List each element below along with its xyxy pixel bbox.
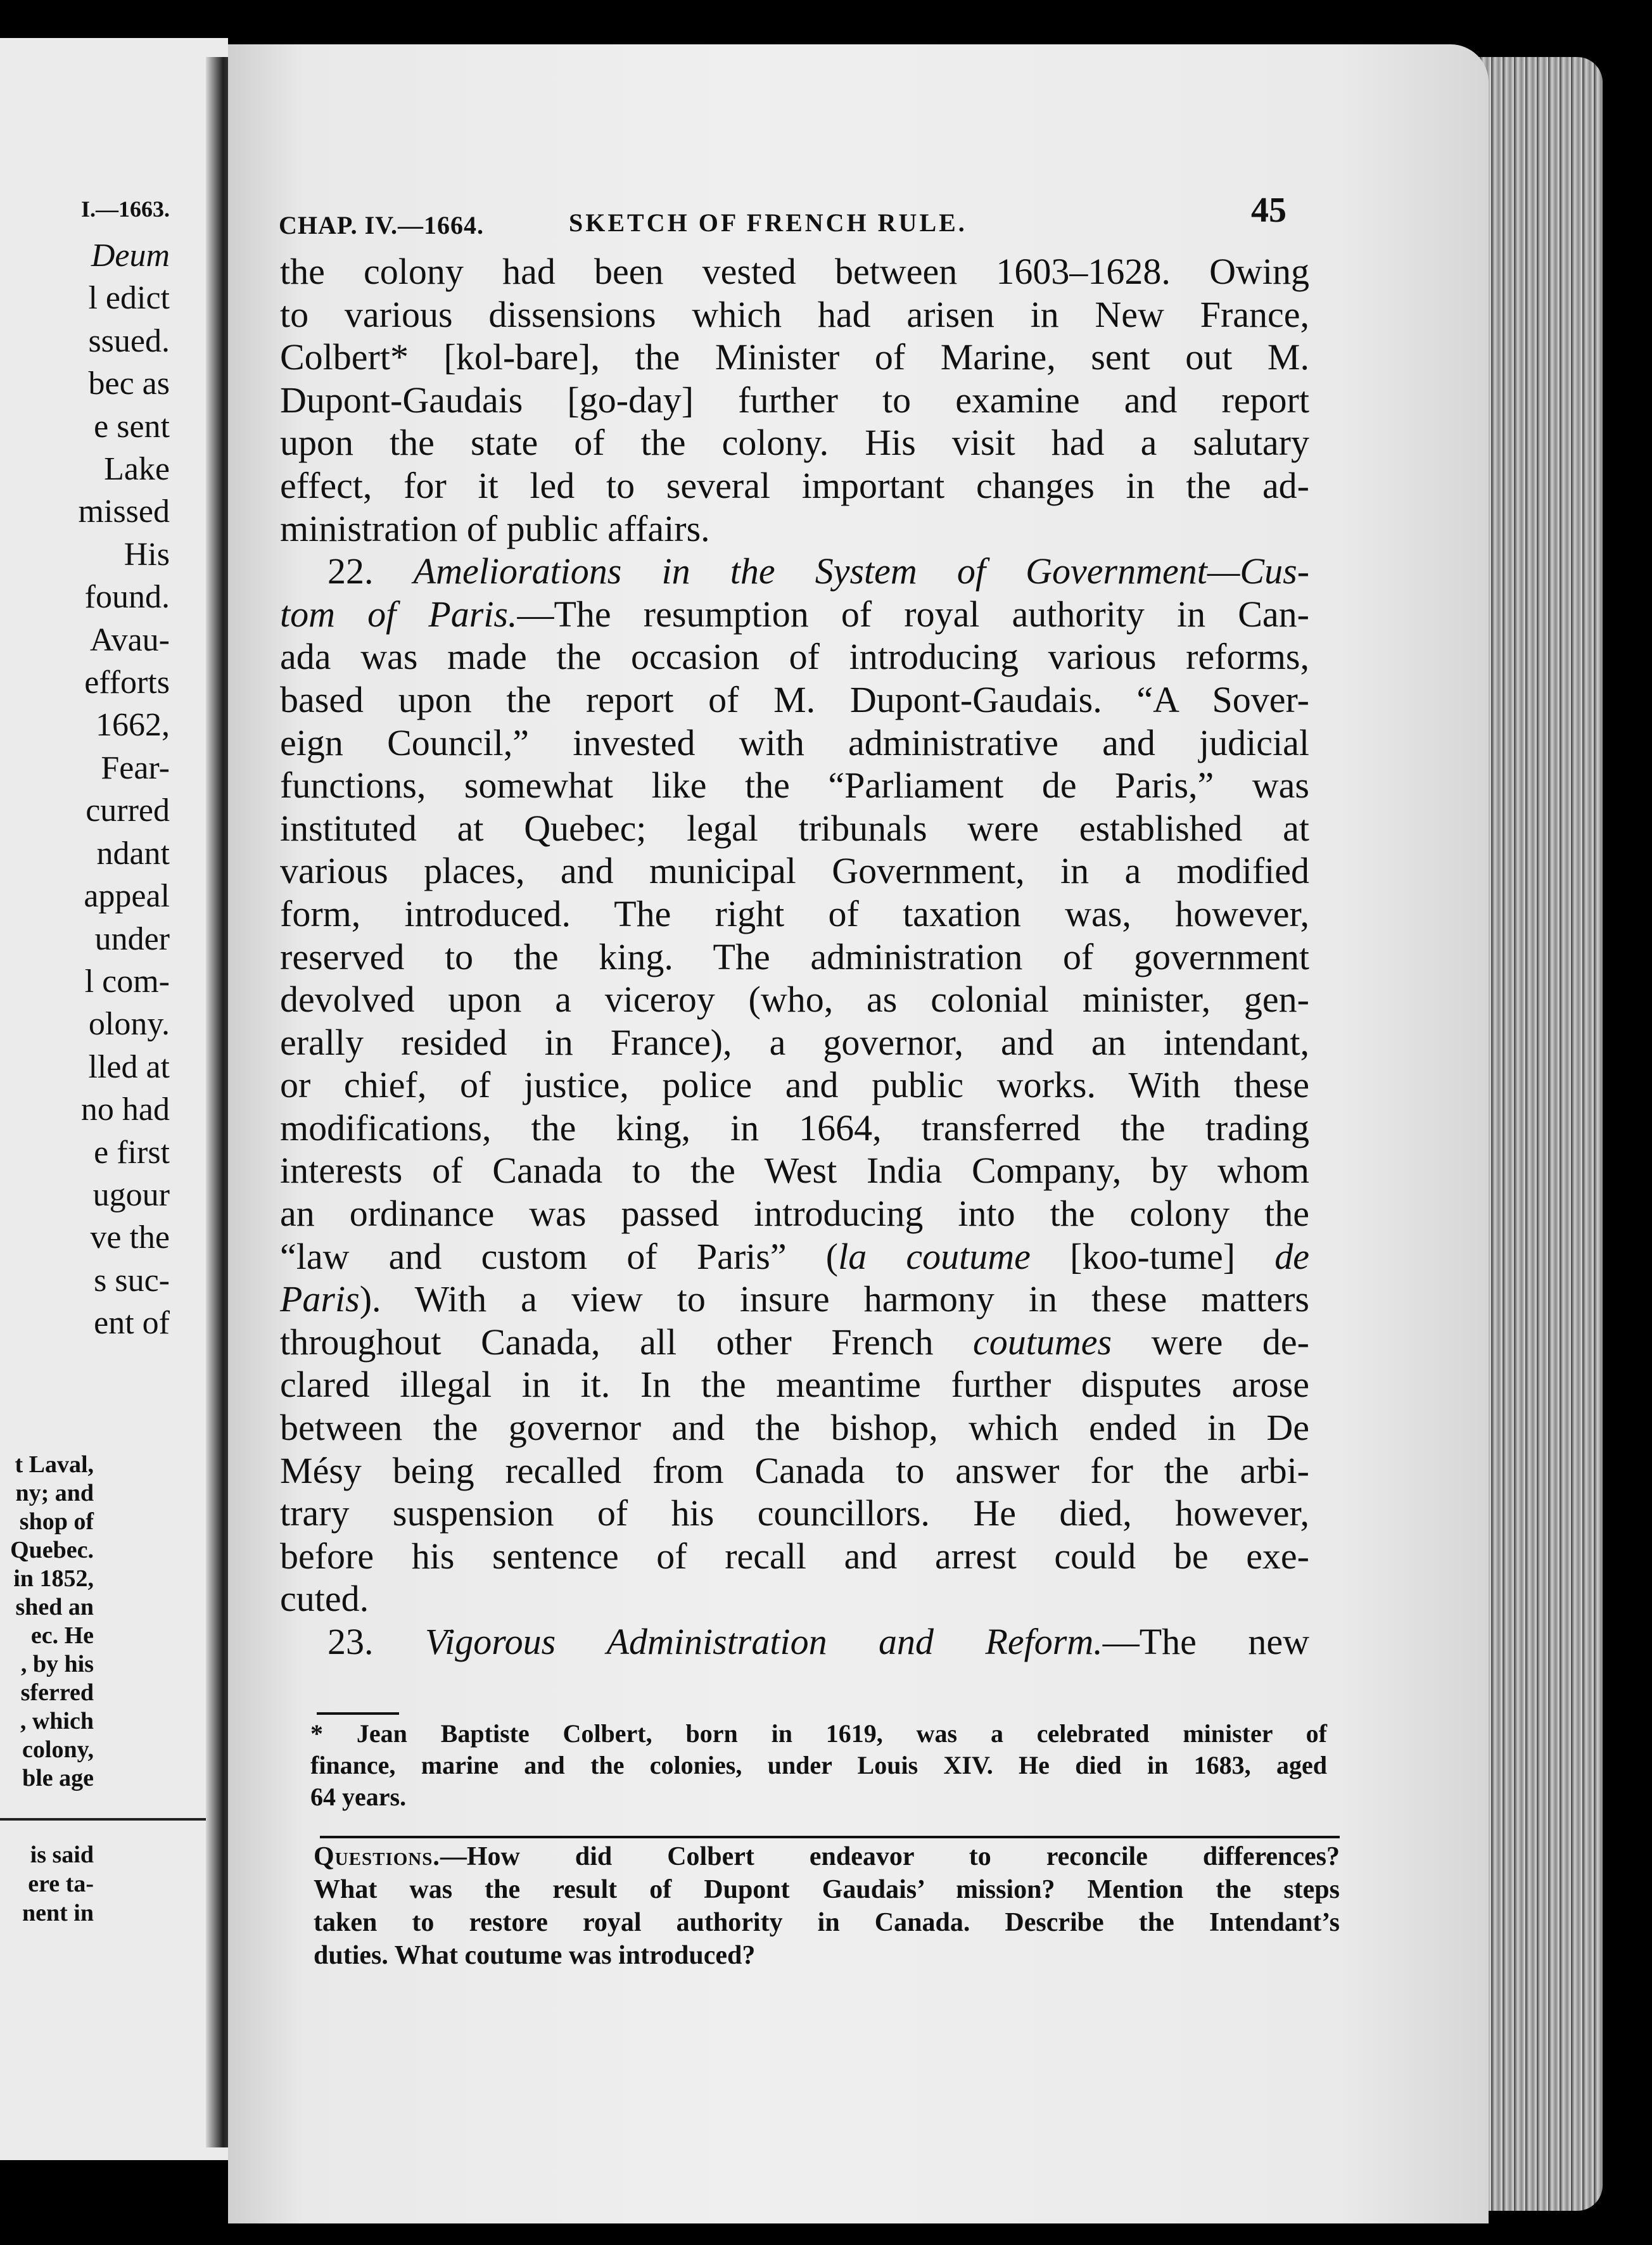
text-line: throughout Canada, all other French coutumes were de-	[280, 1321, 1309, 1363]
questions-block	[314, 1840, 1340, 1972]
footnote	[310, 1718, 1327, 1813]
text-line: clared illegal in it. In the meantime further disputes arose	[280, 1364, 1309, 1406]
text-line: instituted at Quebec; legal tribunals were established at	[280, 807, 1309, 849]
left-page-line: ere ta-	[28, 1871, 94, 1897]
left-page-line: e sent	[94, 408, 170, 445]
text-line: an ordinance was passed introducing into the colony the	[280, 1193, 1309, 1235]
chapter-label: CHAP. IV.—1664.	[279, 211, 484, 239]
text-line: the colony had been vested between 1603–1628. Owing	[280, 251, 1309, 292]
running-header	[279, 190, 1292, 239]
left-page-line: ble age	[22, 1765, 94, 1791]
text-line: or chief, of justice, police and public works. With these	[280, 1064, 1309, 1106]
text-line: tom of Paris.—The resumption of royal authority in Can-	[280, 593, 1309, 635]
left-page-line: is said	[30, 1841, 94, 1868]
left-page-line: missed	[78, 493, 170, 530]
text-line: erally resided in France), a governor, and an intendant,	[280, 1021, 1309, 1063]
footnote-line: * Jean Baptiste Colbert, born in 1619, was a celebrated minister of	[310, 1719, 1327, 1748]
footnote-line: 64 years.	[310, 1783, 407, 1811]
text-line: form, introduced. The right of taxation was, however,	[280, 893, 1309, 934]
left-page-line: e first	[94, 1134, 170, 1171]
footnote-line: finance, marine and the colonies, under Louis XIV. He died in 1683, aged	[310, 1751, 1327, 1779]
left-page-line: ndant	[96, 835, 170, 872]
left-page-line: curred	[86, 792, 170, 829]
text-line: Dupont-Gaudais [go-day] further to examine and report	[280, 379, 1309, 421]
text-line: reserved to the king. The administration of government	[280, 936, 1309, 977]
left-page-line: t Laval,	[15, 1451, 94, 1478]
left-page-line: lled at	[88, 1048, 170, 1085]
section-number: 22.	[327, 550, 374, 592]
left-page-line: efforts	[84, 665, 170, 701]
section-title-cont: tom of Paris.	[280, 593, 518, 635]
left-page-line: Lake	[104, 451, 170, 488]
text-line: “law and custom of Paris” (la coutume [koo-tume] de	[280, 1235, 1309, 1277]
text-line: functions, somewhat like the “Parliament de Paris,” was	[280, 765, 1309, 806]
questions-line: Questions.—How did Colbert endeavor to reconcile differences?	[314, 1842, 1340, 1871]
left-page-line: , by his	[20, 1651, 94, 1677]
running-title: SKETCH OF FRENCH RULE.	[569, 208, 967, 237]
text-line: Paris). With a view to insure harmony in these matters	[280, 1278, 1309, 1320]
left-page-line: in 1852,	[13, 1565, 94, 1592]
left-page-line: no had	[80, 1091, 170, 1128]
text-line: upon the state of the colony. His visit had a salutary	[280, 422, 1309, 464]
page-number: 45	[1251, 191, 1287, 230]
left-page-line: ec. He	[30, 1622, 94, 1649]
left-page-line: Fear-	[101, 749, 170, 786]
left-page-line: sferred	[20, 1679, 94, 1706]
text-line: effect, for it led to several important changes in the ad-	[280, 464, 1309, 506]
text-line: devolved upon a viceroy (who, as colonial minister, gen-	[280, 979, 1309, 1021]
questions-line: duties. What coutume was introduced?	[314, 1941, 756, 1970]
left-page-line: shed an	[15, 1594, 94, 1620]
left-page-line: l com-	[84, 963, 170, 1000]
questions-label: Questions.	[314, 1842, 440, 1871]
left-page-line: olony.	[88, 1006, 170, 1043]
left-page-line: found.	[84, 579, 170, 616]
text-line: ministration of public affairs.	[280, 507, 710, 549]
questions-line: taken to restore royal authority in Canada. Describe the Intendant’s	[314, 1908, 1340, 1937]
left-page-line: ny; and	[15, 1480, 94, 1506]
left-page-line: nent in	[22, 1900, 94, 1926]
text-line: various places, and municipal Government, in a modified	[280, 850, 1309, 892]
text-line: modifications, the king, in 1664, transferred the trading	[280, 1107, 1309, 1148]
left-page-line: His	[124, 536, 170, 573]
text-line: between the governor and the bishop, which ended in De	[280, 1407, 1309, 1449]
section-title: Vigorous Administration and Reform.	[424, 1621, 1103, 1662]
left-page-line: , which	[20, 1708, 94, 1734]
section-number: 23.	[327, 1621, 374, 1662]
text-line: based upon the report of M. Dupont-Gaudais. “A Sover-	[280, 678, 1309, 720]
section-23-heading: 23. Vigorous Administration and Reform.—The new	[327, 1621, 1309, 1662]
text-line: Mésy being recalled from Canada to answer for the arbi-	[280, 1449, 1309, 1491]
text-line: before his sentence of recall and arrest could be exe-	[280, 1535, 1309, 1577]
left-page-line: s suc-	[94, 1262, 170, 1299]
left-page-line: Quebec.	[10, 1537, 94, 1563]
questions-line: What was the result of Dupont Gaudais’ mission? Mention the steps	[314, 1875, 1340, 1904]
text-line: interests of Canada to the West India Company, by whom	[280, 1150, 1309, 1192]
left-page-line: ent of	[94, 1305, 170, 1342]
left-page-rule	[0, 1818, 215, 1821]
text-line: Colbert* [kol-bare], the Minister of Marine, sent out M.	[280, 336, 1309, 378]
left-page-header: I.—1663.	[80, 196, 170, 222]
footnote-rule	[317, 1712, 399, 1715]
left-page-line: shop of	[19, 1508, 94, 1535]
section-title: Ameliorations in the System of Government—Cus-	[413, 550, 1310, 592]
left-page-line: Deum	[91, 238, 170, 274]
left-page-line: colony,	[22, 1736, 94, 1763]
left-page-lines	[0, 234, 170, 1345]
text-line: to various dissensions which had arisen in New France,	[280, 293, 1309, 335]
text-line: trary suspension of his councillors. He died, however,	[280, 1492, 1309, 1534]
left-page-line: bec as	[88, 366, 170, 402]
left-page-line: ugour	[92, 1176, 170, 1213]
left-page-line: ssued.	[88, 322, 170, 359]
text-line: cuted.	[280, 1578, 369, 1620]
left-page-line: appeal	[84, 878, 170, 915]
text-line: eign Council,” invested with administrative and judicial	[280, 722, 1309, 763]
left-page-line: under	[94, 920, 170, 957]
left-page-footnote	[0, 1451, 94, 1793]
section-22-heading	[280, 550, 1309, 593]
left-page-line: Avau-	[89, 621, 170, 658]
main-text	[280, 250, 1309, 1663]
left-page-questions	[0, 1840, 94, 1928]
left-page-line: ve the	[90, 1219, 170, 1256]
questions-rule	[320, 1836, 1340, 1838]
text-line: ada was made the occasion of introducing various reforms,	[280, 636, 1309, 678]
left-page-text	[0, 190, 170, 1345]
left-page-line: l edict	[88, 280, 170, 317]
left-page-line: 1662,	[96, 707, 170, 744]
